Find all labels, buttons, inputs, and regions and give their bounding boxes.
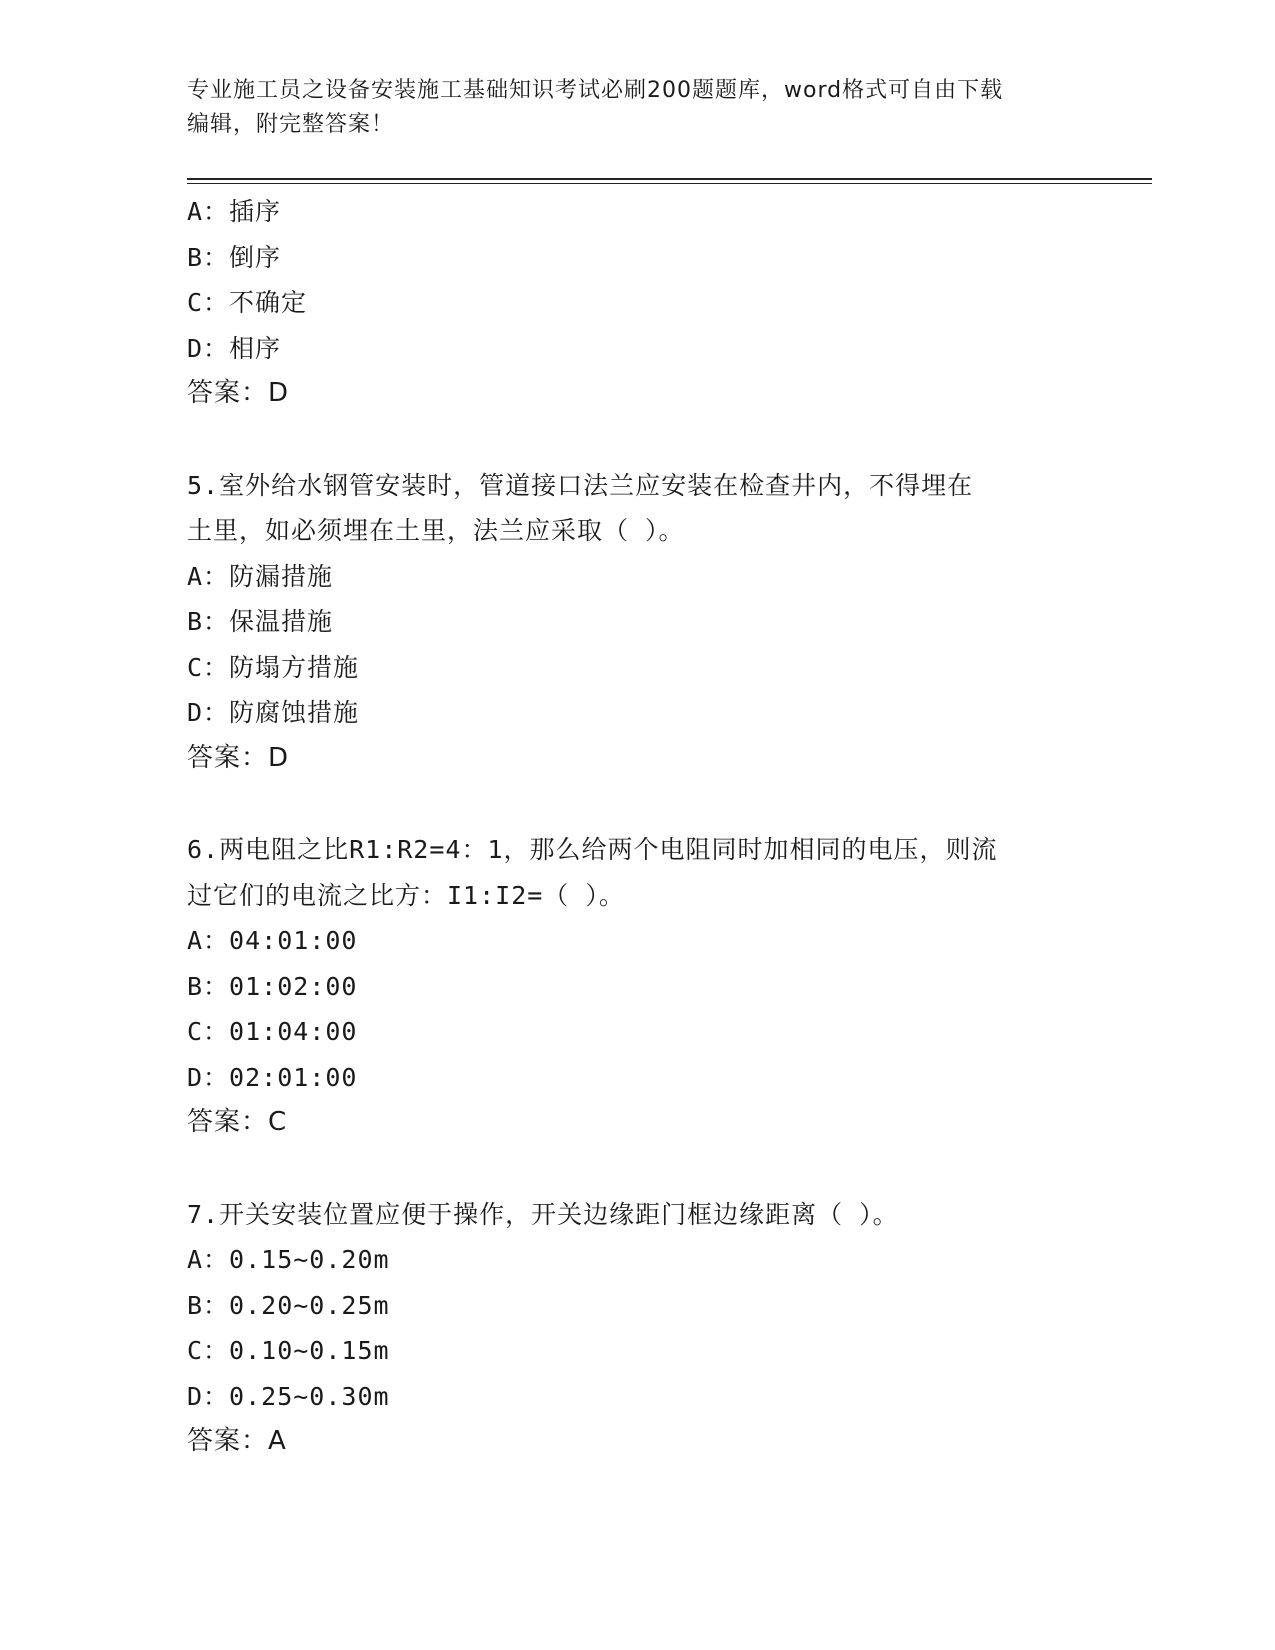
answer: 答案：A [187, 1426, 287, 1456]
question-text-line-2: 过它们的电流之比方：I1:I2=（ ）。 [187, 880, 625, 910]
document-header [187, 74, 1067, 142]
option-c: C：0.10~0.15m [187, 1336, 390, 1365]
option-a: A：04:01:00 [187, 926, 358, 955]
question-6 [187, 827, 1087, 1146]
option-b: B：倒序 [187, 242, 282, 272]
option-d: D：0.25~0.30m [187, 1381, 390, 1411]
option-d: D：相序 [187, 333, 282, 363]
option-b: B：0.20~0.25m [187, 1290, 390, 1320]
header-title-line-1: 专业施工员之设备安装施工基础知识考试必刷200题题库，word格式可自由下载 [187, 78, 1004, 103]
header-divider-thick [187, 178, 1152, 180]
answer: 答案：C [187, 1107, 288, 1137]
option-a: A：0.15~0.20m [187, 1245, 390, 1274]
header-divider-thin [187, 183, 1152, 184]
question-7 [187, 1192, 1087, 1465]
question-4 [187, 189, 1087, 417]
question-text-line-2: 土里，如必须埋在土里，法兰应采取（ ）。 [187, 516, 685, 545]
header-title-line-2: 编辑，附完整答案！ [187, 112, 395, 137]
option-a: A：插序 [187, 197, 282, 226]
question-text-line-1: 5.室外给水钢管安装时，管道接口法兰应安装在检查井内，不得埋在 [187, 470, 974, 500]
option-a: A：防漏措施 [187, 561, 334, 591]
option-b: B：保温措施 [187, 607, 334, 636]
option-d: D：防腐蚀措施 [187, 698, 360, 727]
option-c: C：防塌方措施 [187, 652, 360, 682]
question-text-line-1: 7.开关安装位置应便于操作，开关边缘距门框边缘距离（ ）。 [187, 1199, 899, 1229]
answer: 答案：D [187, 378, 290, 408]
option-c: C：不确定 [187, 288, 308, 317]
question-5 [187, 463, 1087, 782]
option-c: C：01:04:00 [187, 1017, 358, 1046]
answer: 答案：D [187, 742, 290, 773]
option-b: B：01:02:00 [187, 971, 358, 1001]
question-text-line-1: 6.两电阻之比R1:R2=4：1，那么给两个电阻同时加相同的电压，则流 [187, 835, 998, 864]
option-d: D：02:01:00 [187, 1062, 358, 1092]
question-list [187, 189, 1087, 1465]
